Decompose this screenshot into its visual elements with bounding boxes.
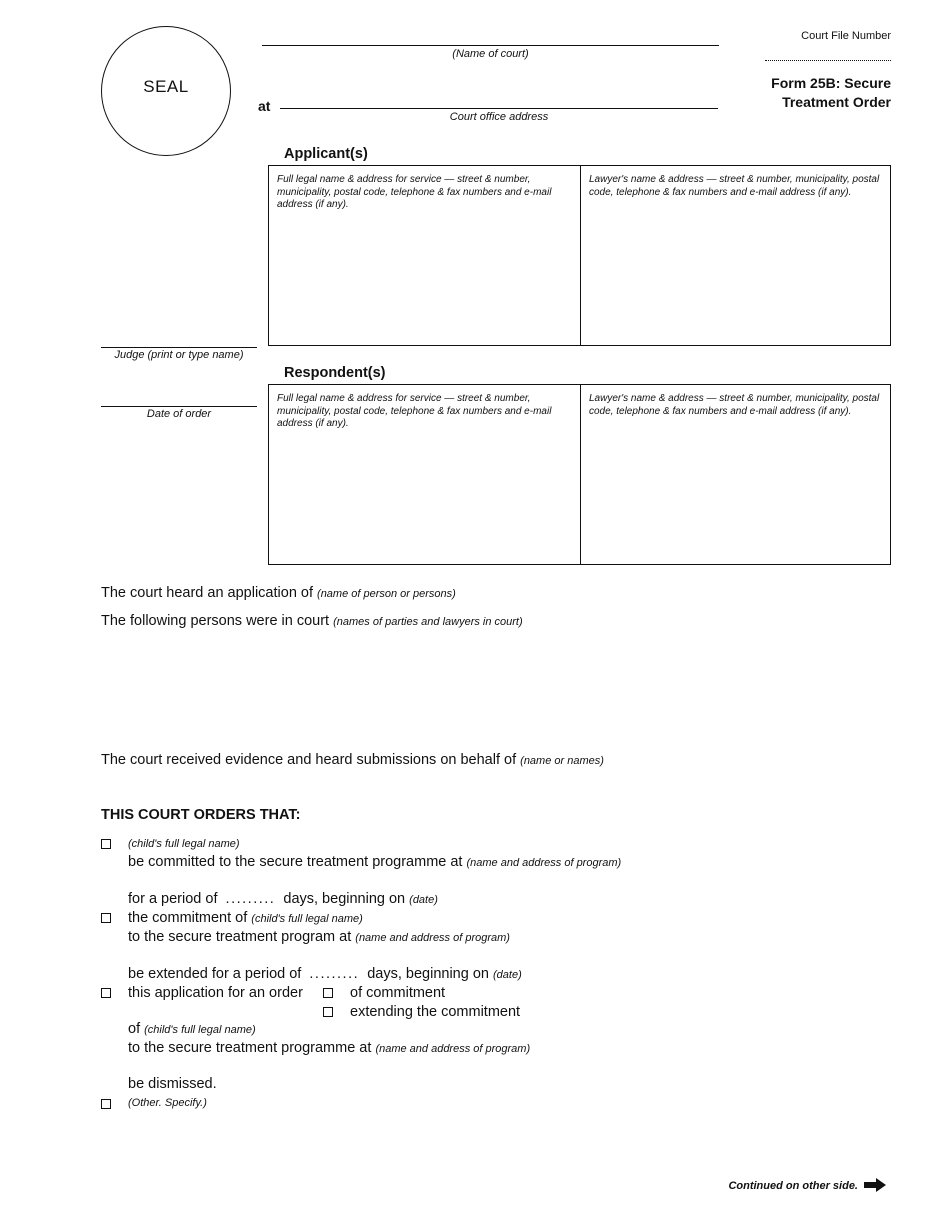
respondents-box: [268, 384, 891, 565]
date-of-order-label: Date of order: [146, 408, 212, 420]
persons-text: The following persons were in court: [101, 613, 330, 629]
order2-checkbox[interactable]: [101, 913, 111, 923]
seal-label: SEAL: [143, 77, 189, 96]
order3-of-line: [128, 1021, 256, 1037]
order2-line1: [128, 910, 363, 926]
respondent-address-hint: Full legal name & address for service — street & number, municipality, postal code, telephone & fax numbers and e-mail address (if any).: [277, 393, 552, 429]
order3-dismissed: be dismissed.: [128, 1076, 217, 1092]
evidence-line: [101, 752, 604, 768]
order1-days-field[interactable]: .........: [225, 891, 276, 907]
order2-period-a: be extended for a period of: [128, 966, 302, 982]
order4-other-hint: (Other. Specify.): [128, 1097, 207, 1109]
heard-hint: (name of person or persons): [317, 588, 456, 600]
order2-line2-text: to the secure treatment program at: [128, 929, 352, 945]
order3-line1: this application for an order: [128, 985, 303, 1001]
order3-line3-text: to the secure treatment programme at: [128, 1040, 372, 1056]
order2-line1-text: the commitment of: [128, 910, 248, 926]
order1-period-hint: (date): [409, 894, 438, 906]
form-title-line1: Form 25B: Secure: [771, 75, 891, 91]
orders-heading: THIS COURT ORDERS THAT:: [101, 807, 301, 823]
order3-extending-checkbox[interactable]: [323, 1007, 333, 1017]
order4-checkbox[interactable]: [101, 1099, 111, 1109]
heard-text: The court heard an application of: [101, 585, 313, 601]
court-name-line: [262, 45, 719, 46]
date-of-order-line: [101, 406, 257, 407]
order2-period-line: [128, 966, 522, 982]
respondent-lawyer-hint: Lawyer's name & address — street & number, municipality, postal code, telephone & fax numbers and e-mail address (if any).: [589, 393, 880, 417]
respondents-title: Respondent(s): [284, 365, 386, 381]
at-label: at: [258, 98, 271, 114]
arrow-right-icon: [863, 1177, 887, 1193]
evidence-text: The court received evidence and heard submissions on behalf of: [101, 752, 517, 768]
order3-line3: [128, 1040, 530, 1056]
order2-line1-hint: (child's full legal name): [251, 913, 363, 925]
order3-of-hint: (child's full legal name): [144, 1024, 256, 1036]
court-address-line: [280, 108, 718, 109]
order2-days-field[interactable]: .........: [309, 966, 360, 982]
court-file-number-label: Court File Number: [801, 30, 891, 42]
order1-period-a: for a period of: [128, 891, 218, 907]
judge-label: Judge (print or type name): [114, 349, 244, 361]
judge-line: [101, 347, 257, 348]
order2-period-b: days, beginning on: [367, 966, 489, 982]
applicants-title: Applicant(s): [284, 146, 368, 162]
order1-period-b: days, beginning on: [283, 891, 406, 907]
order3-option-extending: extending the commitment: [350, 1004, 521, 1020]
heard-application-line: [101, 585, 456, 601]
court-file-number-field[interactable]: [765, 60, 891, 61]
order3-line3-hint: (name and address of program): [375, 1043, 531, 1055]
form-title-line2: Treatment Order: [782, 94, 891, 110]
order1-child-hint: (child's full legal name): [128, 838, 240, 850]
court-office-address-label: Court office address: [449, 111, 549, 123]
seal-circle: [101, 26, 231, 156]
form-title: [700, 74, 891, 112]
respondent-address-field[interactable]: [269, 385, 581, 564]
evidence-hint: (name or names): [520, 755, 604, 767]
applicant-address-field[interactable]: [269, 166, 581, 345]
order3-of-text: of: [128, 1021, 141, 1037]
name-of-court-label: (Name of court): [452, 48, 529, 60]
order3-checkbox[interactable]: [101, 988, 111, 998]
persons-in-court-line: [101, 613, 523, 629]
order1-line2-hint: (name and address of program): [466, 857, 622, 869]
order1-line2: [128, 854, 621, 870]
order2-period-hint: (date): [493, 969, 522, 981]
order1-period-line: [128, 891, 438, 907]
order1-line2-text: be committed to the secure treatment programme at: [128, 854, 463, 870]
order2-line2-hint: (name and address of program): [355, 932, 510, 944]
respondent-lawyer-field[interactable]: [581, 385, 890, 564]
order3-commitment-checkbox[interactable]: [323, 988, 333, 998]
applicant-address-hint: Full legal name & address for service — street & number, municipality, postal code, telephone & fax numbers and e-mail address (if any).: [277, 174, 552, 210]
applicant-lawyer-field[interactable]: [581, 166, 890, 345]
order1-checkbox[interactable]: [101, 839, 111, 849]
persons-hint: (names of parties and lawyers in court): [333, 616, 523, 628]
continued-label: Continued on other side.: [728, 1180, 858, 1192]
applicant-lawyer-hint: Lawyer's name & address — street & number, municipality, postal code, telephone & fax numbers and e-mail address (if any).: [589, 174, 880, 198]
order3-option-commitment: of commitment: [350, 985, 446, 1001]
applicants-box: [268, 165, 891, 346]
order2-line2: [128, 929, 510, 945]
